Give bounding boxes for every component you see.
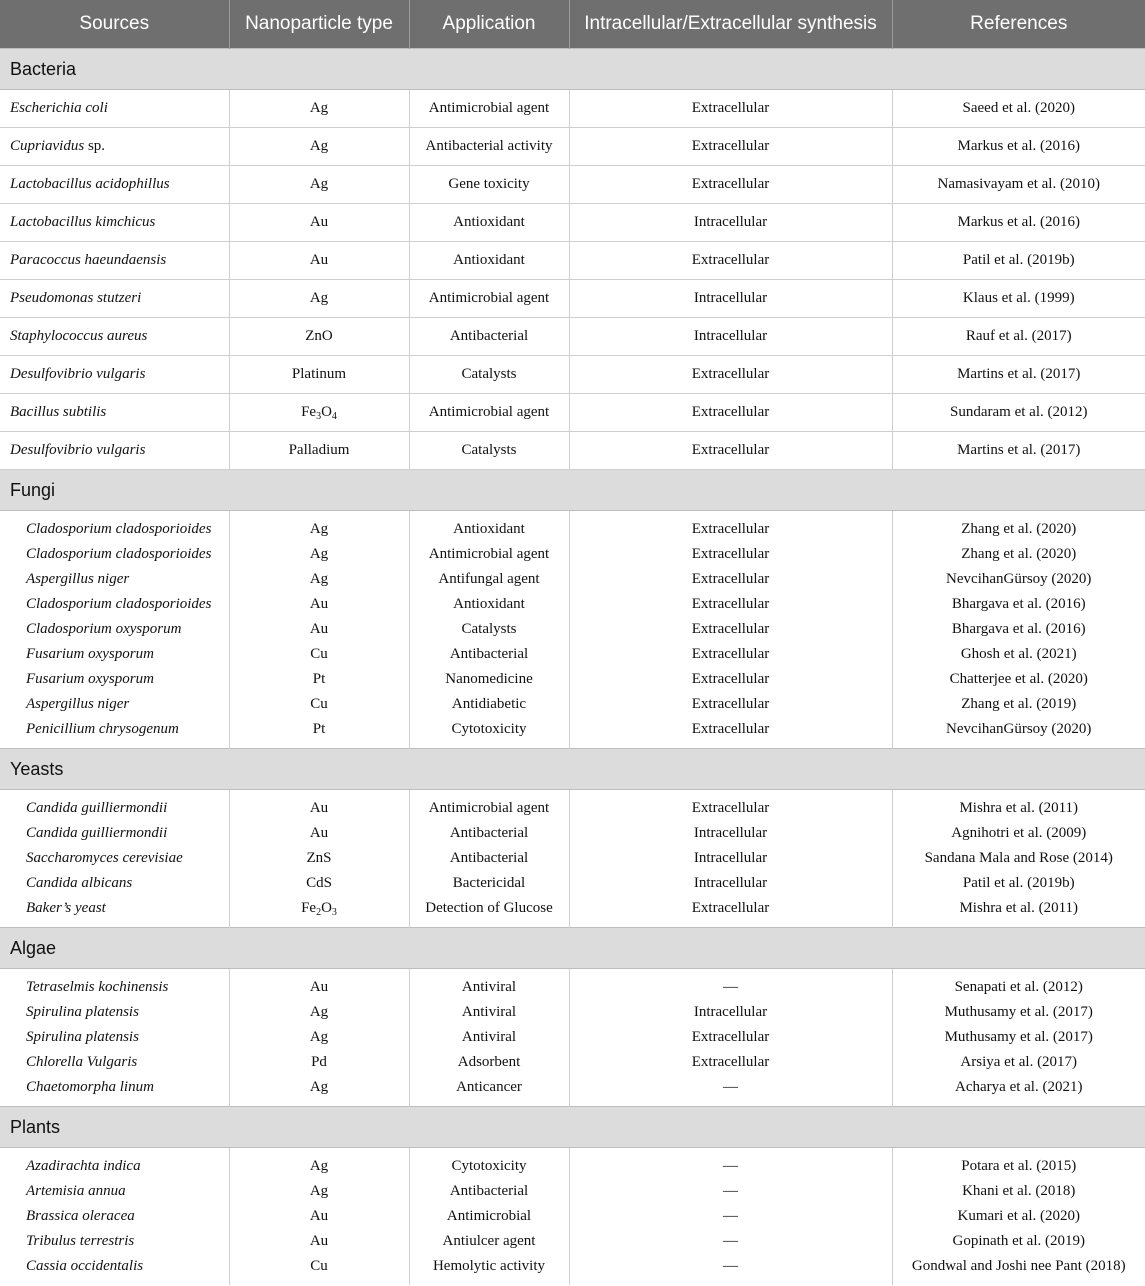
nanoparticle-cell: Cu [229, 1254, 409, 1279]
source-cell: Lactobacillus acidophillus [0, 166, 229, 204]
group-label: Fungi [0, 470, 1145, 511]
table-row [0, 1025, 1145, 1050]
synthesis-cell: Intracellular [569, 318, 892, 356]
reference-cell: Potara et al. (2015) [961, 1158, 1077, 1174]
source-cell: Spirulina platensis [0, 1025, 229, 1050]
application-cell: Antimicrobial agent [409, 394, 569, 432]
source-cell: Cladosporium cladosporioides [0, 592, 229, 617]
nanoparticle-cell: Cu [229, 642, 409, 667]
source-cell: Fusarium oxysporum [0, 642, 229, 667]
synthesis-cell: Extracellular [569, 617, 892, 642]
synthesis-cell: Extracellular [569, 166, 892, 204]
synthesis-cell: — [569, 975, 892, 1000]
application-cell: Antibacterial activity [409, 128, 569, 166]
reference-cell: Martins et al. (2017) [892, 432, 1145, 470]
synthesis-cell: — [569, 1229, 892, 1254]
application-cell: Antibacterial [409, 846, 569, 871]
group-label: Bacteria [0, 49, 1145, 90]
group-label: Yeasts [0, 749, 1145, 790]
reference-cell: Rauf et al. (2017) [892, 318, 1145, 356]
nanoparticle-cell: Ag [229, 567, 409, 592]
table-body [0, 49, 1145, 1286]
source-cell: Lactobacillus kimchicus [0, 204, 229, 242]
application-cell: Antimicrobial [409, 1204, 569, 1229]
application-cell: Antifungal agent [409, 567, 569, 592]
application-cell: Antiviral [409, 1025, 569, 1050]
source-cell: Paracoccus haeundaensis [0, 242, 229, 280]
nanoparticle-cell: ZnS [229, 846, 409, 871]
source-cell: Cassia occidentalis [0, 1254, 229, 1279]
group-row [0, 1107, 1145, 1148]
nanoparticle-cell: Ag [229, 1179, 409, 1204]
application-cell: Nanomedicine [409, 667, 569, 692]
nanoparticle-cell: Ag [229, 1000, 409, 1025]
source-cell: Fusarium oxysporum [0, 667, 229, 692]
application-cell: Antioxidant [409, 592, 569, 617]
group-row [0, 749, 1145, 790]
synthesis-cell: Extracellular [569, 717, 892, 742]
synthesis-cell: — [569, 1179, 892, 1204]
application-cell: Gene toxicity [409, 166, 569, 204]
reference-cell: Kumari et al. (2020) [957, 1208, 1080, 1224]
application-cell: Antibacterial [409, 821, 569, 846]
nanoparticle-cell: Au [229, 617, 409, 642]
group-label: Algae [0, 928, 1145, 969]
reference-cell: Patil et al. (2019b) [962, 875, 1075, 891]
synthesis-cell: Extracellular [569, 667, 892, 692]
synthesis-cell: Extracellular [569, 567, 892, 592]
table-row [0, 1254, 1145, 1279]
table-header [0, 0, 1145, 49]
nanoparticle-cell: Au [229, 242, 409, 280]
group-row [0, 928, 1145, 969]
reference-cell: NevcihanGürsoy (2020) [946, 721, 1092, 737]
application-cell: Antiviral [409, 975, 569, 1000]
nanoparticle-cell: Pt [229, 667, 409, 692]
reference-cell: Ghosh et al. (2021) [960, 646, 1077, 662]
nanoparticle-cell: Ag [229, 517, 409, 542]
nanoparticle-cell: CdS [229, 871, 409, 896]
synthesis-cell: Extracellular [569, 896, 892, 921]
reference-cell: Zhang et al. (2019) [961, 696, 1077, 712]
source-suffix: sp. [84, 138, 106, 154]
reference-cell: Muthusamy et al. (2017) [944, 1004, 1093, 1020]
nanoparticle-cell: Cu [229, 692, 409, 717]
reference-cell: NevcihanGürsoy (2020) [946, 571, 1092, 587]
application-cell: Cytotoxicity [409, 1154, 569, 1179]
source-cell: Artemisia annua [0, 1179, 229, 1204]
application-cell: Bactericidal [409, 871, 569, 896]
nanoparticle-cell: Ag [229, 90, 409, 128]
table-row [0, 567, 1145, 592]
formula-part: Fe [301, 900, 317, 916]
reference-cell: Klaus et al. (1999) [892, 280, 1145, 318]
application-cell: Anticancer [409, 1075, 569, 1100]
nanoparticle-cell: Au [229, 975, 409, 1000]
formula-part: O [321, 900, 332, 916]
source-cell: Staphylococcus aureus [0, 318, 229, 356]
application-cell: Antimicrobial agent [409, 90, 569, 128]
table-row [0, 394, 1145, 432]
source-cell: Spirulina platensis [0, 1000, 229, 1025]
reference-cell: Namasivayam et al. (2010) [892, 166, 1145, 204]
source-cell [0, 128, 229, 166]
table-row [0, 896, 1145, 921]
source-cell: Azadirachta indica [0, 1154, 229, 1179]
synthesis-cell: — [569, 1154, 892, 1179]
table-row [0, 128, 1145, 166]
group-label: Plants [0, 1107, 1145, 1148]
source-cell: Bacillus subtilis [0, 394, 229, 432]
synthesis-cell: Extracellular [569, 242, 892, 280]
header-application: Application [409, 0, 569, 49]
nanoparticle-cell: Au [229, 821, 409, 846]
table-row [0, 1050, 1145, 1075]
nanoparticle-cell: Ag [229, 1075, 409, 1100]
table-row [0, 204, 1145, 242]
table-row [0, 717, 1145, 742]
nanoparticle-cell: Au [229, 592, 409, 617]
reference-cell: Sandana Mala and Rose (2014) [924, 850, 1113, 866]
reference-cell: Markus et al. (2016) [892, 204, 1145, 242]
table-row [0, 642, 1145, 667]
synthesis-cell: Extracellular [569, 1025, 892, 1050]
table-row [0, 1179, 1145, 1204]
formula-part: O [321, 404, 332, 420]
table-row [0, 871, 1145, 896]
synthesis-cell: Extracellular [569, 90, 892, 128]
table-row [0, 975, 1145, 1000]
synthesis-cell: Extracellular [569, 692, 892, 717]
source-cell: Cladosporium cladosporioides [0, 542, 229, 567]
table-row [0, 1075, 1145, 1100]
nanoparticle-cell: Au [229, 796, 409, 821]
header-nanoparticle-type: Nanoparticle type [229, 0, 409, 49]
source-cell: Candida guilliermondii [0, 796, 229, 821]
nanoparticle-cell: Palladium [229, 432, 409, 470]
nanoparticle-cell: Platinum [229, 356, 409, 394]
source-cell: Chaetomorpha linum [0, 1075, 229, 1100]
nanoparticle-cell: Ag [229, 166, 409, 204]
synthesis-cell: Extracellular [569, 394, 892, 432]
application-cell: Antioxidant [409, 517, 569, 542]
reference-cell: Khani et al. (2018) [962, 1183, 1076, 1199]
application-cell: Antibacterial [409, 1179, 569, 1204]
nanoparticle-cell: Ag [229, 280, 409, 318]
source-cell: Desulfovibrio vulgaris [0, 356, 229, 394]
header-references: References [892, 0, 1145, 49]
nanoparticle-cell: Au [229, 1204, 409, 1229]
header-synthesis: Intracellular/Extracellular synthesis [569, 0, 892, 49]
formula-part: 3 [331, 907, 337, 918]
synthesis-cell: Intracellular [569, 204, 892, 242]
table-row [0, 692, 1145, 717]
application-cell: Antiviral [409, 1000, 569, 1025]
application-cell: Catalysts [409, 432, 569, 470]
nanoparticle-cell: ZnO [229, 318, 409, 356]
row-spacer [0, 1279, 1145, 1285]
application-cell: Antibacterial [409, 318, 569, 356]
reference-cell: Zhang et al. (2020) [961, 521, 1077, 537]
table-row [0, 517, 1145, 542]
nanoparticle-cell: Pt [229, 717, 409, 742]
reference-cell: Gopinath et al. (2019) [952, 1233, 1085, 1249]
nanoparticle-cell: Ag [229, 542, 409, 567]
source-cell: Aspergillus niger [0, 692, 229, 717]
table-row [0, 1154, 1145, 1179]
nanoparticle-cell [229, 394, 409, 432]
synthesis-cell: Intracellular [569, 821, 892, 846]
formula-part: 4 [331, 411, 337, 422]
source-cell: Candida albicans [0, 871, 229, 896]
nanoparticle-cell: Au [229, 204, 409, 242]
reference-cell: Bhargava et al. (2016) [951, 596, 1086, 612]
application-cell: Hemolytic activity [409, 1254, 569, 1279]
reference-cell: Martins et al. (2017) [892, 356, 1145, 394]
source-cell: Tetraselmis kochinensis [0, 975, 229, 1000]
reference-cell: Senapati et al. (2012) [954, 979, 1083, 995]
table-row [0, 846, 1145, 871]
formula-part: Fe [301, 404, 317, 420]
reference-cell: Gondwal and Joshi nee Pant (2018) [911, 1258, 1126, 1274]
synthesis-cell: Intracellular [569, 280, 892, 318]
formula-part: 3 [316, 411, 322, 422]
nanoparticle-cell [229, 896, 409, 921]
synthesis-cell: — [569, 1075, 892, 1100]
synthesis-cell: — [569, 1254, 892, 1279]
table-row [0, 592, 1145, 617]
header-row [0, 0, 1145, 49]
nanoparticle-cell: Pd [229, 1050, 409, 1075]
source-cell: Pseudomonas stutzeri [0, 280, 229, 318]
nanoparticle-cell: Ag [229, 1025, 409, 1050]
application-cell: Antibacterial [409, 642, 569, 667]
table-row [0, 542, 1145, 567]
application-cell: Antioxidant [409, 242, 569, 280]
table-row [0, 617, 1145, 642]
application-cell: Catalysts [409, 617, 569, 642]
nanoparticle-cell: Ag [229, 1154, 409, 1179]
synthesis-cell: Extracellular [569, 128, 892, 166]
reference-cell: Arsiya et al. (2017) [960, 1054, 1078, 1070]
source-cell: Tribulus terrestris [0, 1229, 229, 1254]
group-row [0, 49, 1145, 90]
source-cell: Aspergillus niger [0, 567, 229, 592]
reference-cell: Muthusamy et al. (2017) [944, 1029, 1093, 1045]
reference-cell: Agnihotri et al. (2009) [951, 825, 1087, 841]
header-sources: Sources [0, 0, 229, 49]
formula-part: 2 [316, 907, 322, 918]
table-row [0, 356, 1145, 394]
synthesis-cell: Extracellular [569, 1050, 892, 1075]
synthesis-cell: — [569, 1204, 892, 1229]
table-row [0, 242, 1145, 280]
reference-cell: Markus et al. (2016) [892, 128, 1145, 166]
application-cell: Adsorbent [409, 1050, 569, 1075]
table-row [0, 1229, 1145, 1254]
synthesis-cell: Extracellular [569, 432, 892, 470]
table-row [0, 280, 1145, 318]
table-row [0, 90, 1145, 128]
synthesis-cell: Extracellular [569, 796, 892, 821]
reference-cell: Acharya et al. (2021) [955, 1079, 1083, 1095]
application-cell: Catalysts [409, 356, 569, 394]
nanoparticle-cell: Au [229, 1229, 409, 1254]
synthesis-cell: Extracellular [569, 517, 892, 542]
table-row [0, 432, 1145, 470]
application-cell: Antimicrobial agent [409, 542, 569, 567]
application-cell: Antioxidant [409, 204, 569, 242]
source-cell: Desulfovibrio vulgaris [0, 432, 229, 470]
table-row [0, 318, 1145, 356]
application-cell: Antimicrobial agent [409, 280, 569, 318]
table-row [0, 166, 1145, 204]
application-cell: Cytotoxicity [409, 717, 569, 742]
table-row [0, 821, 1145, 846]
table-row [0, 1204, 1145, 1229]
source-cell: Saccharomyces cerevisiae [0, 846, 229, 871]
source-cell: Penicillium chrysogenum [0, 717, 229, 742]
application-cell: Antidiabetic [409, 692, 569, 717]
table-row [0, 1000, 1145, 1025]
reference-cell: Zhang et al. (2020) [961, 546, 1077, 562]
reference-cell: Sundaram et al. (2012) [892, 394, 1145, 432]
source-cell: Brassica oleracea [0, 1204, 229, 1229]
source-cell: Cladosporium cladosporioides [0, 517, 229, 542]
source-genus: Cupriavidus [10, 138, 85, 154]
application-cell: Detection of Glucose [409, 896, 569, 921]
source-cell: Chlorella Vulgaris [0, 1050, 229, 1075]
table-row [0, 796, 1145, 821]
synthesis-cell: Extracellular [569, 542, 892, 567]
reference-cell: Chatterjee et al. (2020) [949, 671, 1088, 687]
source-cell: Cladosporium oxysporum [0, 617, 229, 642]
source-cell: Candida guilliermondii [0, 821, 229, 846]
synthesis-cell: Extracellular [569, 356, 892, 394]
synthesis-cell: Intracellular [569, 871, 892, 896]
synthesis-cell: Extracellular [569, 592, 892, 617]
reference-cell: Mishra et al. (2011) [959, 900, 1079, 916]
application-cell: Antimicrobial agent [409, 796, 569, 821]
synthesis-cell: Intracellular [569, 1000, 892, 1025]
reference-cell: Bhargava et al. (2016) [951, 621, 1086, 637]
reference-cell: Patil et al. (2019b) [892, 242, 1145, 280]
source-cell: Baker’s yeast [0, 896, 229, 921]
group-row [0, 470, 1145, 511]
nanoparticle-cell: Ag [229, 128, 409, 166]
synthesis-cell: Intracellular [569, 846, 892, 871]
source-cell: Escherichia coli [0, 90, 229, 128]
reference-cell: Saeed et al. (2020) [892, 90, 1145, 128]
reference-cell: Mishra et al. (2011) [959, 800, 1079, 816]
synthesis-cell: Extracellular [569, 642, 892, 667]
table-row [0, 667, 1145, 692]
application-cell: Antiulcer agent [409, 1229, 569, 1254]
